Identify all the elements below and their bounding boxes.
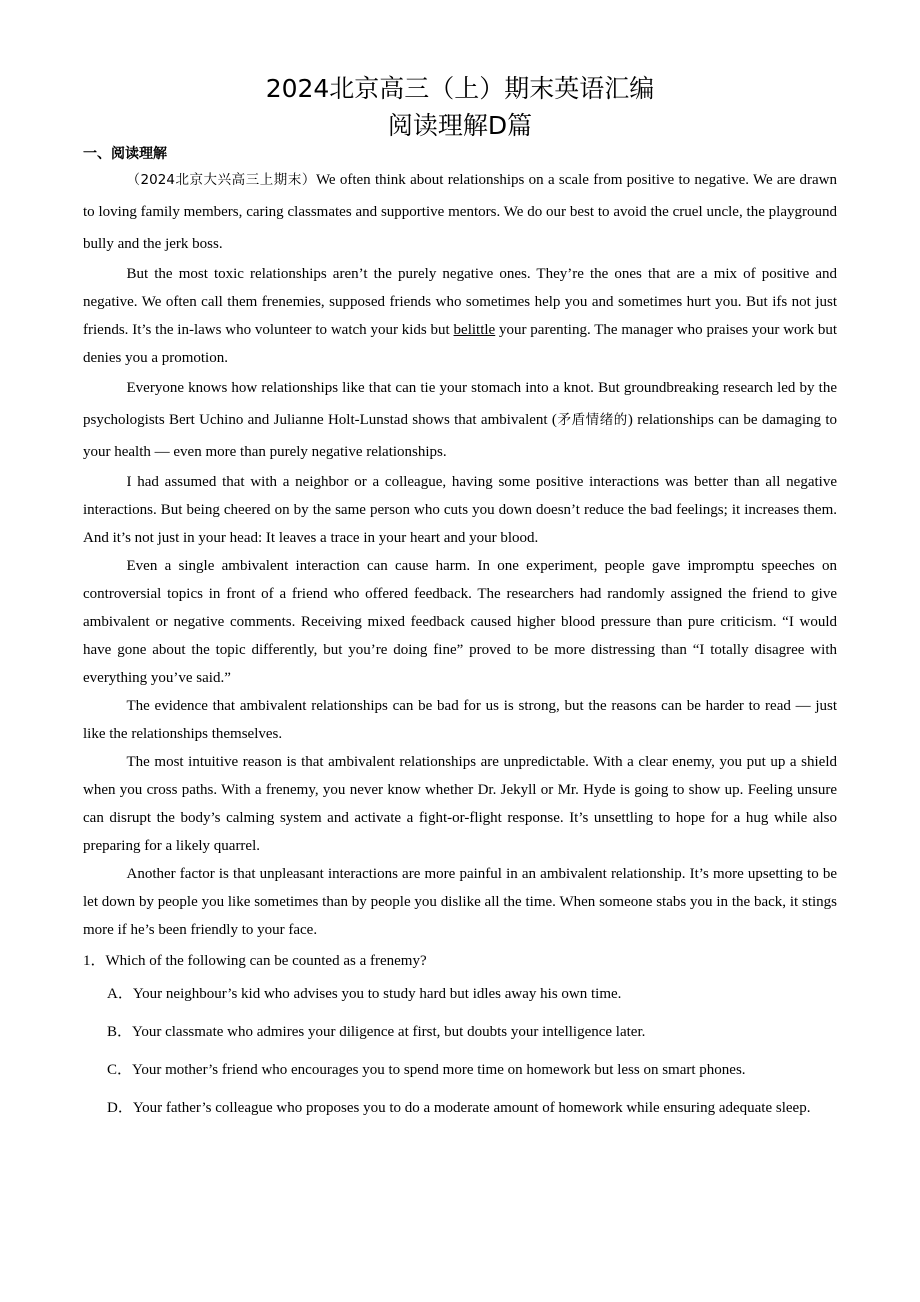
- paragraph-5: Even a single ambivalent interaction can cause harm. In one experiment, people gave impromptu speeches on controversial topics in front of a friend who offered feedback. The researchers had randomly assigned the friend to give ambivalent or negative comments. Receiving mixed feedback caused higher blood pressure than pure criticism. “I would have gone about the topic differently, but you’re doing fine” proved to be more distressing than “I totally disagree with everything you’ve said.”: [83, 558, 837, 686]
- option-a: A．Your neighbour’s kid who advises you to study hard but idles away his own time.: [107, 986, 622, 1002]
- underlined-word-belittle: belittle: [453, 322, 496, 338]
- question-1-stem: 1．Which of the following can be counted as a frenemy?: [83, 953, 427, 969]
- question-block: [83, 947, 837, 1127]
- paragraph-2-after: your parenting. The manager who praises your work but denies you a promotion.: [83, 322, 837, 366]
- option-c: C．Your mother’s friend who encourages you to spend more time on homework but less on smart phones.: [107, 1062, 746, 1078]
- paragraph-3-after: ) relationships can be damaging to your health — even more than purely negative relationships.: [83, 412, 837, 460]
- page-subtitle: 阅读理解D篇: [387, 111, 533, 140]
- paragraph-1-text: We often think about relationships on a scale from positive to negative. We are drawn to loving family members, caring classmates and supportive mentors. We do our best to avoid the cruel uncle, the playground bully and the jerk boss.: [83, 172, 838, 252]
- chinese-gloss: 矛盾情绪的: [556, 412, 628, 428]
- paragraph-6: The evidence that ambivalent relationships can be bad for us is strong, but the reasons can be harder to read — just like the relationships themselves.: [83, 698, 837, 742]
- paragraph-4: I had assumed that with a neighbor or a colleague, having some positive interactions was better than all negative interactions. But being cheered on by the same person who cuts you down doesn’t reduce the bad feelings; it increases them. And it’s not just in your head: It leaves a trace in your heart and your blood.: [83, 474, 837, 546]
- paragraph-3: [83, 372, 837, 468]
- section-heading: 一、阅读理解: [83, 146, 167, 162]
- option-b: B．Your classmate who admires your diligence at first, but doubts your intelligence later.: [107, 1024, 646, 1040]
- option-d: D．Your father’s colleague who proposes you to do a moderate amount of homework while ensuring adequate sleep.: [107, 1100, 811, 1116]
- source-tag: （2024北京大兴高三上期末）: [126, 172, 316, 188]
- paragraph-8: Another factor is that unpleasant interactions are more painful in an ambivalent relationship. It’s more upsetting to be let down by people you like sometimes than by people you dislike all the time. When someone stabs you in the back, it stings more if he’s been friendly to your face.: [83, 866, 837, 938]
- reading-passage: [83, 164, 837, 944]
- paragraph-1: [83, 164, 837, 260]
- paragraph-2-before: But the most toxic relationships aren’t the purely negative ones. They’re the ones that are a mix of positive and negative. We often call them frenemies, supposed friends who sometimes help you and sometimes hurt you. But ifs not just friends. It’s the in-laws who volunteer to watch your kids but: [83, 266, 837, 338]
- paragraph-7: The most intuitive reason is that ambivalent relationships are unpredictable. With a clear enemy, you put up a shield when you cross paths. With a frenemy, you never know whether Dr. Jekyll or Mr. Hyde is going to show up. Feeling unsure can disrupt the body’s calming system and activate a fight-or-flight response. It’s unsettling to hope for a hug while also preparing for a likely quarrel.: [83, 754, 837, 854]
- paragraph-3-before: Everyone knows how relationships like that can tie your stomach into a knot. But groundbreaking research led by the psychologists Bert Uchino and Julianne Holt-Lunstad shows that ambivalent (: [83, 380, 837, 428]
- page-title: 2024北京高三（上）期末英语汇编: [265, 74, 655, 103]
- paragraph-2: [83, 260, 837, 372]
